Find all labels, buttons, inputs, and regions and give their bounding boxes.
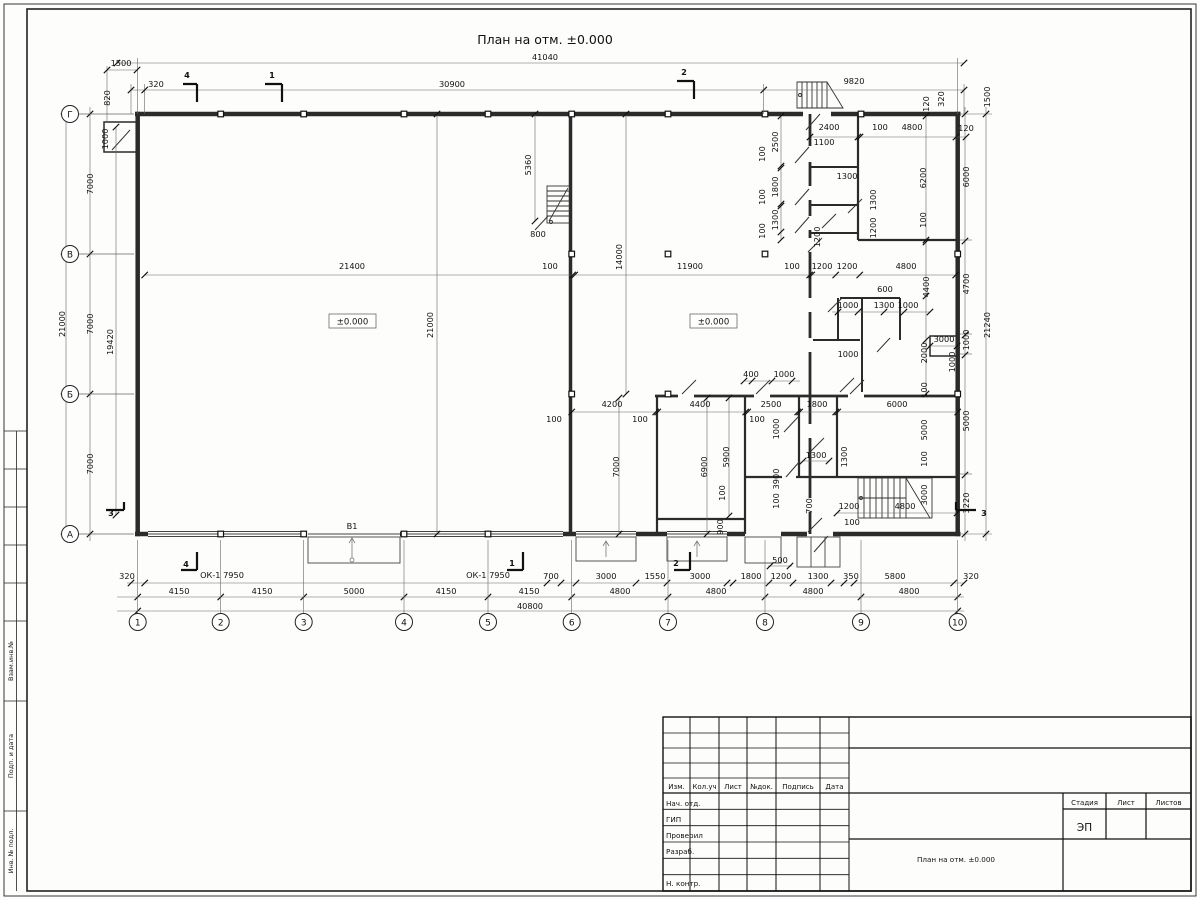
dim-label: 120 [921,96,931,112]
axis-bubble-label: 4 [401,618,407,629]
dim-label: 4 [184,70,190,80]
column-marker [665,251,671,257]
column-marker [218,111,224,117]
level-marks [329,314,737,328]
dim-label: 5900 [721,446,731,468]
dim-label: 100 [717,485,727,501]
dim-label: 6000 [886,399,908,409]
dim-label: 100 [757,189,767,205]
dim-label: 4 [183,559,189,569]
dim-label: 21240 [982,311,992,339]
dim-label: 4700 [961,273,971,295]
dim-label: 900 [715,519,725,535]
window-mark-labels [200,521,510,580]
dim-label: 1800 [806,399,828,409]
dim-label: 5000 [919,419,929,441]
column-marker [955,391,961,397]
dim-label: 11900 [676,261,704,271]
dim-label: 1200 [836,261,858,271]
dim-label: 4150 [251,586,273,596]
column-marker [485,531,491,537]
dim-label: 1300 [805,450,827,460]
axis-bubble-label: Б [66,390,74,401]
interior-walls [571,114,958,534]
window-mark: ОК-1 7950 [200,570,244,580]
dim-label: 5360 [523,154,533,176]
dim-label: 7000 [85,453,95,475]
dim-label: 4400 [689,399,711,409]
dim-label: 100 [844,517,860,527]
dim-label: 100 [784,261,800,271]
axis-bubble-label: А [66,530,74,541]
dim-label: 1 [269,70,275,80]
dim-label: 1200 [770,571,792,581]
axis-bubble-label: 6 [568,618,575,629]
dim-label: 40800 [516,601,544,611]
axis-bubble-label: 1 [134,618,141,629]
tb-row-label: Разраб. [666,847,695,856]
dim-label: 3220 [961,492,971,514]
dim-label: 320 [936,91,946,107]
dim-label: 4800 [898,586,920,596]
dim-label: 1500 [110,58,132,68]
dim-label: 3900 [771,468,781,490]
dim-label: 350 [843,571,859,581]
tb-row-label: Н. контр. [666,879,701,888]
dim-label: 4150 [518,586,540,596]
dim-label: 320 [148,79,164,89]
dimension-lines [60,58,992,611]
dim-label: 100 [872,122,888,132]
tb-stage-value: ЭП [1076,822,1093,834]
dim-label: 4150 [435,586,457,596]
dim-label: 14000 [614,243,624,271]
titleblock [663,717,1191,891]
dim-label: 4800 [802,586,824,596]
dim-label: 41040 [531,52,559,62]
dim-label: 1000 [773,369,795,379]
axis-bubble-label: 3 [300,618,307,629]
axis-bubble-label: 9 [858,618,864,629]
margin-labels [7,641,15,874]
tb-row-label: ГИП [666,815,682,824]
dim-label: 100 [632,414,648,424]
dim-label: 100 [771,493,781,509]
margin-label: Инв. № подл. [7,828,15,874]
dim-label: 30900 [438,79,466,89]
dim-label: 100 [749,414,765,424]
dim-label: 1000 [837,349,859,359]
window-mark: ОК-1 7950 [466,570,510,580]
dim-label: 21000 [425,311,435,339]
dim-label: 1000 [771,418,781,440]
dim-label: 3000 [689,571,711,581]
dim-label: 1000 [947,351,957,373]
column-marker [401,111,407,117]
dim-label: 4800 [705,586,727,596]
dim-label: 1200 [812,226,822,248]
dim-label: 3000 [933,334,955,344]
dim-label: 100 [918,212,928,228]
margin-label: Подп. и дата [7,733,15,779]
dim-label: 800 [530,229,546,239]
dim-label: 4800 [894,501,916,511]
dim-label: 21400 [338,261,366,271]
tb-header: Лист [724,783,742,791]
axis-bubble-label: 7 [665,618,671,629]
drawing-title: План на отм. ±0.000 [477,32,613,47]
dim-label: 7000 [85,173,95,195]
dim-label: 4800 [609,586,631,596]
dim-label: 120 [958,123,974,133]
tb-sheet-header: Лист [1117,799,1135,807]
level-mark: ±0.000 [697,317,730,328]
column-marker [218,531,224,537]
tb-row-label: Нач. отд. [666,799,701,808]
dim-label: 21000 [57,310,67,338]
column-marker [301,531,307,537]
column-marker [762,251,768,257]
titleblock-labels [666,783,1182,888]
dim-label: 6900 [699,456,709,478]
axis-bubble-label: 2 [217,618,224,629]
tb-row-label: Проверил [666,831,703,840]
dim-label: 100 [919,382,929,398]
margin-label: Взам.инв.№ [7,641,15,681]
dim-label: 3 [108,508,114,518]
dim-label: 2 [673,558,679,568]
dim-label: 700 [804,498,814,514]
column-marker [858,111,864,117]
dim-label: 2500 [770,131,780,153]
dim-label: 7000 [85,313,95,335]
column-marker [569,111,575,117]
column-marker [569,391,575,397]
column-marker [955,251,961,257]
dim-label: 5000 [961,410,971,432]
dimension-labels [57,52,992,611]
dim-label: 5000 [343,586,365,596]
dim-label: 2500 [760,399,782,409]
sheet-frame [4,4,1196,896]
dim-label: 1000 [837,300,859,310]
dim-label: 1200 [868,217,878,239]
dim-label: 100 [546,414,562,424]
tb-header: Дата [825,783,844,791]
tb-stage-header: Стадия [1071,799,1098,807]
column-marker [485,111,491,117]
dim-label: 100 [542,261,558,271]
dim-label: 1300 [836,171,858,181]
dim-label: 4800 [901,122,923,132]
column-marker [301,111,307,117]
axis-bubble-label: 5 [485,618,491,629]
dim-label: 3000 [919,484,929,506]
dim-label: 600 [877,284,893,294]
dim-label: 9820 [843,76,865,86]
dim-label: 3000 [595,571,617,581]
dim-label: 100 [757,223,767,239]
dim-label: 1000 [100,128,110,150]
axis-bubble-label: 8 [762,618,768,629]
dim-label: 7000 [611,456,621,478]
dim-label: 1300 [839,446,849,468]
dim-label: 1800 [740,571,762,581]
column-marker [762,111,768,117]
dim-label: 4800 [895,261,917,271]
tb-header: №док. [750,783,773,791]
level-mark: ±0.000 [336,317,369,328]
dim-label: 2000 [919,342,929,364]
axis-bubble-label: Г [67,110,73,121]
column-marker [569,251,575,257]
stair-interior-left [547,186,570,224]
tb-header: Подпись [782,783,814,791]
dim-label: 100 [757,146,767,162]
dim-label: 320 [119,571,135,581]
entrance-arrows [349,538,700,562]
windows [148,532,840,568]
tb-doc-name: План на отм. ±0.000 [917,855,995,864]
column-marker [665,391,671,397]
dim-label: 700 [543,571,559,581]
stair-outside-top [797,82,843,108]
dim-label: 1500 [982,86,992,108]
dim-label: 2 [681,67,687,77]
dim-label: 500 [772,555,788,565]
dim-label: 1300 [868,189,878,211]
dim-label: 1300 [873,300,895,310]
dim-label: 6200 [918,167,928,189]
dim-label: 1300 [770,209,780,231]
dim-label: 1000 [897,300,919,310]
column-marker [401,531,407,537]
section-marks [106,81,976,570]
axis-bubble-label: 10 [951,618,964,629]
dim-label: 4400 [921,276,931,298]
dim-label: 1300 [807,571,829,581]
dim-label: 1550 [644,571,666,581]
dim-label: 100 [919,451,929,467]
dim-label: 19420 [105,328,115,356]
exit-porch [797,537,840,567]
gate-mark: В1 [346,521,358,531]
dim-label: 2400 [818,122,840,132]
axis-bubbles [62,106,967,631]
tb-sheets-header: Листов [1155,799,1182,807]
axis-bubble-label: В [66,250,74,261]
dim-label: 1000 [961,329,971,351]
tb-header: Изм. [668,783,685,791]
tb-header: Кол.уч [692,783,717,791]
dim-label: 3 [981,508,987,518]
dim-label: 320 [963,571,979,581]
dimension-ticks [63,60,989,614]
column-marker [665,111,671,117]
dim-label: 400 [743,369,759,379]
dim-label: 1200 [811,261,833,271]
dim-label: 820 [102,90,112,106]
dim-label: 1 [509,558,515,568]
dim-label: 6000 [961,166,971,188]
dim-label: 1800 [770,176,780,198]
dim-label: 1200 [838,501,860,511]
dim-label: 5800 [884,571,906,581]
dim-label: 1100 [813,137,835,147]
dim-label: 4200 [601,399,623,409]
dim-label: 4150 [168,586,190,596]
